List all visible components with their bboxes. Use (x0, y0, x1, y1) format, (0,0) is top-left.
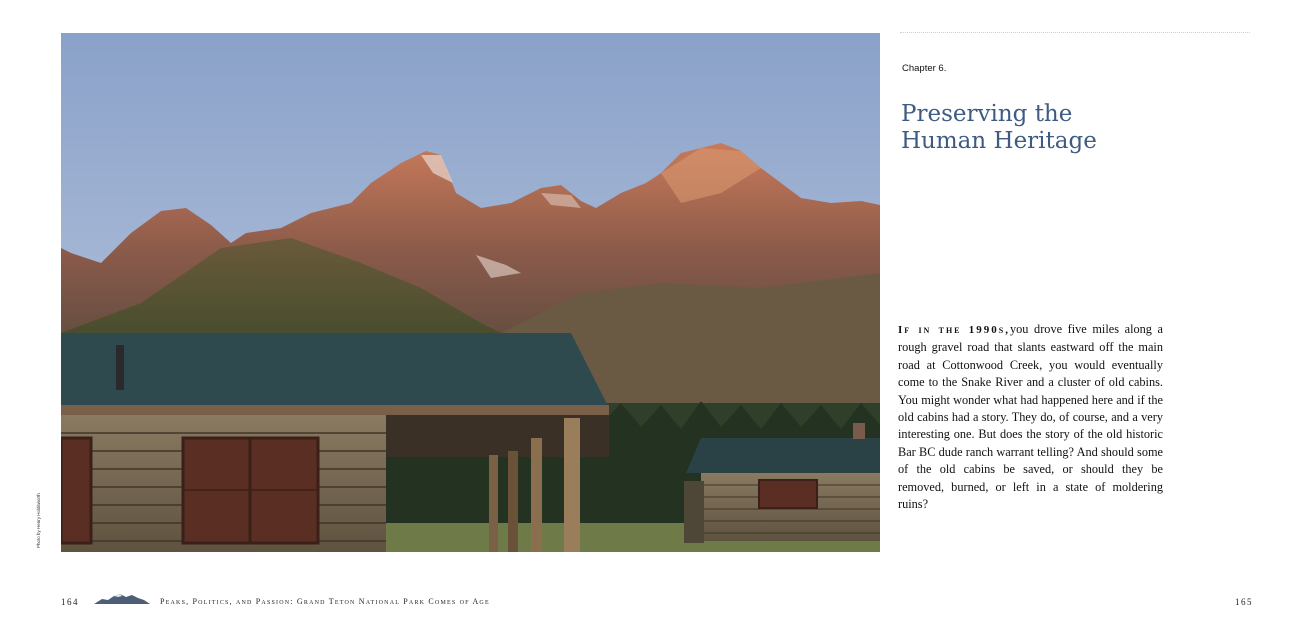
body-paragraph (898, 321, 1163, 513)
chapter-title-line2: Human Heritage (901, 128, 1097, 154)
left-folio: 164 (61, 597, 79, 607)
chapter-title-line1: Preserving the (901, 101, 1073, 127)
right-folio: 165 (1235, 597, 1253, 607)
photo-credit: Photo by Henry Holdsworth (36, 493, 41, 548)
running-head: Peaks, Politics, and Passion: Grand Teton National Park Comes of Age (160, 597, 490, 606)
mountain-thumbnail-icon (94, 592, 150, 604)
body-lead-in: If in the 1990s, (898, 324, 1010, 336)
chapter-title (901, 101, 1201, 155)
chapter-label: Chapter 6. (902, 63, 947, 74)
header-rule (900, 32, 1250, 33)
body-text: you drove five miles along a rough gravel road that slants eastward off the main road at Cottonwood Creek, you would eventually come to the Snake River and a cluster of old cabins. You might wonder what had happened here and if the old cabins had a story. They do, of course, and a very interesting one. But does the story of the old historic Bar BC dude ranch warrant telling? And should some of the old cabins be saved, or should they be removed, burned, or left in a state of moldering ruins? (898, 322, 1163, 512)
teton-cabins-photo (61, 33, 880, 552)
